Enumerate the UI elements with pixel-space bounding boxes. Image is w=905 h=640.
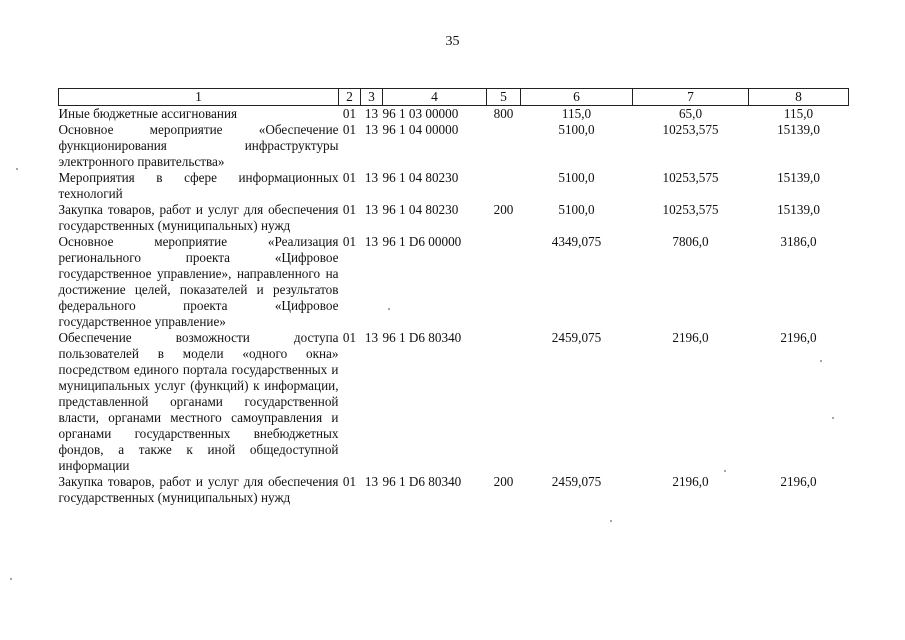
row-value-7: 65,0 [678, 106, 703, 121]
row-target-code: 96 1 04 80230 [382, 202, 459, 217]
scan-speck [16, 168, 18, 170]
row-name: Основное мероприятие «Обеспечение функционирования инфраструктуры электронного правительства» [58, 122, 339, 169]
row-expense-type: 200 [493, 202, 514, 217]
row-expense-type: 800 [493, 106, 514, 121]
row-name: Иные бюджетные ассигнования [58, 106, 238, 121]
column-header-1: 1 [59, 89, 339, 106]
row-section: 01 [342, 234, 357, 249]
row-value-7: 10253,575 [662, 170, 719, 185]
row-target-code: 96 1 03 00000 [382, 106, 459, 121]
row-subsection: 13 [364, 202, 379, 217]
table-row [59, 234, 849, 330]
row-value-8: 2196,0 [780, 474, 817, 489]
row-value-8: 15139,0 [777, 202, 820, 217]
scan-speck [832, 417, 834, 419]
column-header-7: 7 [633, 89, 749, 106]
row-expense-type [487, 170, 521, 202]
column-header-4: 4 [383, 89, 487, 106]
row-value-8: 3186,0 [780, 234, 817, 249]
table-row [59, 474, 849, 506]
row-target-code: 96 1 04 80230 [382, 170, 459, 185]
row-section: 01 [342, 170, 357, 185]
scan-speck [820, 360, 822, 362]
row-value-8: 115,0 [783, 106, 814, 121]
table-row [59, 106, 849, 123]
row-value-6: 2459,075 [551, 474, 602, 489]
table-row [59, 122, 849, 170]
row-value-7: 2196,0 [672, 474, 709, 489]
row-value-6: 5100,0 [558, 122, 595, 137]
row-section: 01 [342, 330, 357, 345]
table-row [59, 330, 849, 474]
row-section: 01 [342, 106, 357, 121]
row-subsection: 13 [364, 106, 379, 121]
row-expense-type [487, 234, 521, 330]
row-value-6: 5100,0 [558, 170, 595, 185]
row-subsection: 13 [364, 170, 379, 185]
column-header-6: 6 [521, 89, 633, 106]
row-expense-type [487, 330, 521, 474]
column-header-2: 2 [339, 89, 361, 106]
row-target-code: 96 1 04 00000 [382, 122, 459, 137]
row-value-7: 2196,0 [672, 330, 709, 345]
row-value-8: 15139,0 [777, 122, 820, 137]
row-subsection: 13 [364, 234, 379, 249]
row-expense-type [487, 122, 521, 170]
row-value-7: 10253,575 [662, 122, 719, 137]
row-value-7: 10253,575 [662, 202, 719, 217]
row-section: 01 [342, 474, 357, 489]
scan-speck [724, 470, 726, 472]
table-row [59, 170, 849, 202]
row-expense-type: 200 [493, 474, 514, 489]
budget-table [58, 88, 849, 506]
row-name: Закупка товаров, работ и услуг для обеспечения государственных (муниципальных) нужд [58, 202, 339, 233]
row-section: 01 [342, 122, 357, 137]
row-section: 01 [342, 202, 357, 217]
row-subsection: 13 [364, 330, 379, 345]
row-subsection: 13 [364, 474, 379, 489]
row-value-8: 2196,0 [780, 330, 817, 345]
scan-speck [610, 520, 612, 522]
row-value-6: 2459,075 [551, 330, 602, 345]
row-name: Закупка товаров, работ и услуг для обеспечения государственных (муниципальных) нужд [58, 474, 339, 505]
row-value-6: 5100,0 [558, 202, 595, 217]
scan-speck [388, 308, 390, 310]
row-name: Мероприятия в сфере информационных технологий [58, 170, 339, 201]
row-target-code: 96 1 D6 80340 [382, 474, 462, 489]
table-header-row [59, 89, 849, 106]
page-number: 35 [445, 34, 460, 49]
row-value-6: 115,0 [561, 106, 592, 121]
row-value-7: 7806,0 [672, 234, 709, 249]
column-header-3: 3 [361, 89, 383, 106]
row-name: Основное мероприятие «Реализация регионального проекта «Цифровое государственное управление», направленного на достижение целей, показателей и результатов федерального проекта «Цифровое государственное управление» [58, 234, 339, 329]
row-value-8: 15139,0 [777, 170, 820, 185]
row-name: Обеспечение возможности доступа пользователей в модели «одного окна» посредством единого портала государственных и муниципальных услуг (функций) к информации, представленной органами государственной власти, органами местного самоуправления и органами государственных внебюджетных фондов, а также к иной общедоступной информации [58, 330, 339, 473]
scan-speck [10, 578, 12, 580]
row-target-code: 96 1 D6 80340 [382, 330, 462, 345]
row-subsection: 13 [364, 122, 379, 137]
column-header-5: 5 [487, 89, 521, 106]
table-row [59, 202, 849, 234]
row-target-code: 96 1 D6 00000 [382, 234, 462, 249]
row-value-6: 4349,075 [551, 234, 602, 249]
column-header-8: 8 [749, 89, 849, 106]
